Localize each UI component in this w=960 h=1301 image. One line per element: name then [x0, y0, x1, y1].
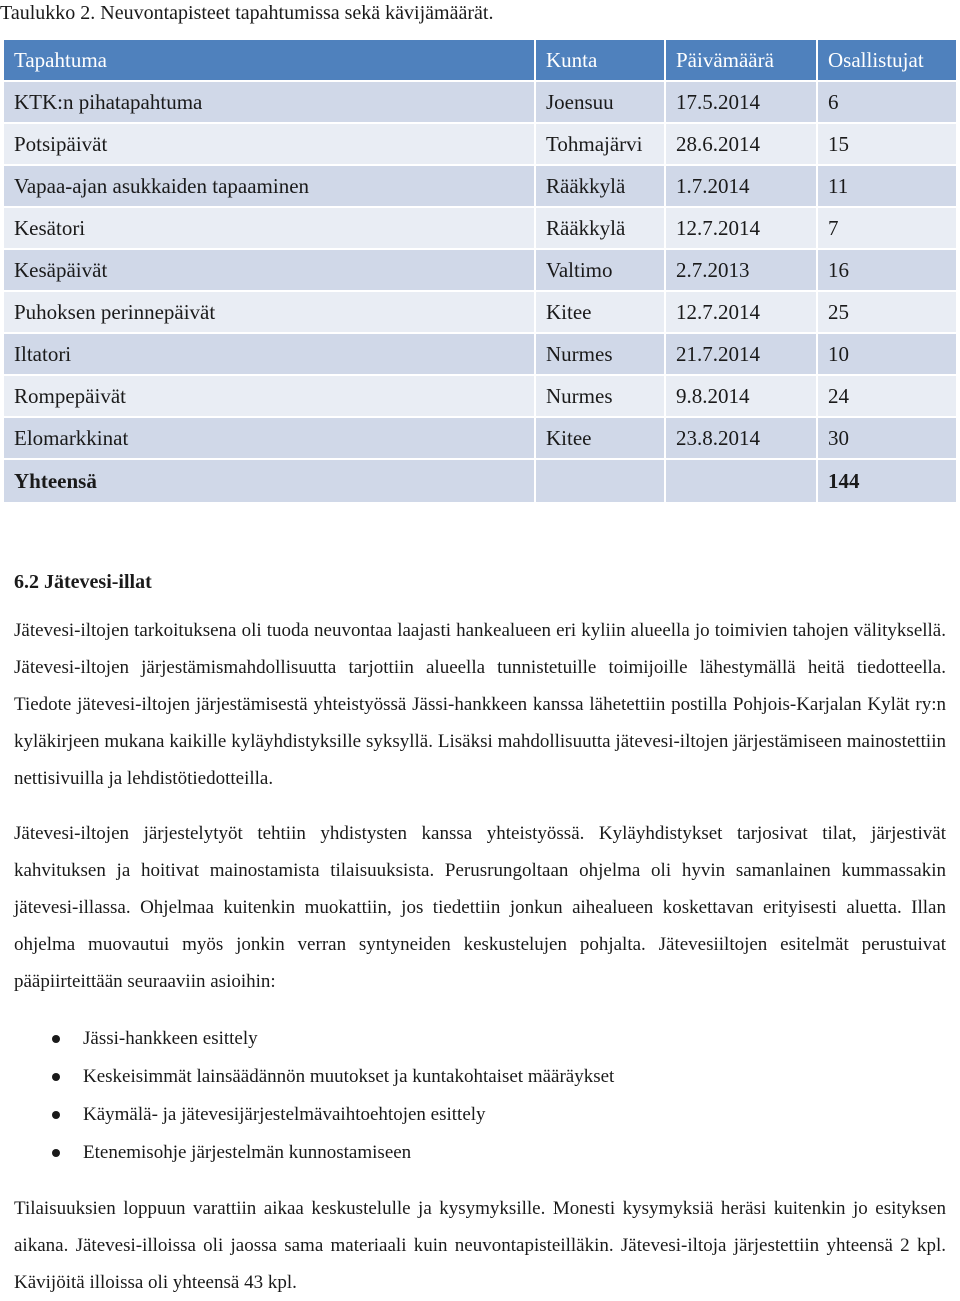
table-row [4, 417, 957, 459]
total-label: Yhteensä [4, 459, 535, 503]
table-caption: Taulukko 2. Neuvontapisteet tapahtumissa sekä kävijämäärät. [0, 2, 494, 24]
list-item [0, 1058, 614, 1096]
table-cell: Tohmajärvi [535, 123, 665, 165]
table-cell: 24 [817, 375, 957, 417]
table-cell: Iltatori [4, 333, 535, 375]
list-item-text: Keskeisimmät lainsäädännön muutokset ja kuntakohtaiset määräykset [83, 1066, 615, 1087]
table-cell: 15 [817, 123, 957, 165]
table-cell: Kitee [535, 417, 665, 459]
table-cell: Kesätori [4, 207, 535, 249]
table-row [4, 249, 957, 291]
table-row [4, 123, 957, 165]
table-cell: 2.7.2013 [665, 249, 817, 291]
list-item [0, 1134, 614, 1172]
bullet-icon [52, 1149, 60, 1157]
list-item [0, 1020, 614, 1058]
paragraph: Jätevesi-iltojen järjestelytyöt tehtiin yhdistysten kanssa yhteistyössä. Kyläyhdistykset tarjosivat tilat, järjestivät kahvituksen ja hoitivat mainostamista tilaisuuksista. Perusrungoltaan ohjelma oli hyvin samanlainen kummassakin jätevesi-illassa. Ohjelmaa kuitenkin muokattiin, jos tiedettiin jonkun aihealueen koskettavan erityisesti aluetta. Illan ohjelma muovautui myös jonkin verran syntyneiden keskustelujen pohjalta. Jätevesiiltojen esitelmät perustuivat pääpiirteittään seuraaviin asioihin: [14, 823, 946, 992]
table-header-row [4, 40, 957, 81]
table-cell: Kesäpäivät [4, 249, 535, 291]
table-cell: 12.7.2014 [665, 291, 817, 333]
bullet-icon [52, 1111, 60, 1119]
table-cell: Puhoksen perinnepäivät [4, 291, 535, 333]
paragraph: Tilaisuuksien loppuun varattiin aikaa keskustelulle ja kysymyksille. Monesti kysymyksiä heräsi kuitenkin jo esityksen aikana. Jätevesi-illoissa oli jaossa sama materiaali kuin neuvontapisteilläkin. Jätevesi-iltoja järjestettiin yhteensä 2 kpl. Kävijöitä illoissa oli yhteensä 43 kpl. [14, 1198, 946, 1293]
table-cell: 23.8.2014 [665, 417, 817, 459]
table-row [4, 81, 957, 123]
table-cell: 12.7.2014 [665, 207, 817, 249]
table-cell: 21.7.2014 [665, 333, 817, 375]
table-cell: 30 [817, 417, 957, 459]
table-total-row [4, 459, 957, 503]
table-row [4, 291, 957, 333]
table-cell: 1.7.2014 [665, 165, 817, 207]
table-cell: 17.5.2014 [665, 81, 817, 123]
table-cell: Potsipäivät [4, 123, 535, 165]
table-cell: 16 [817, 249, 957, 291]
table-cell: Kitee [535, 291, 665, 333]
table-cell [535, 459, 665, 503]
bullet-list [0, 1020, 614, 1172]
table-cell: Joensuu [535, 81, 665, 123]
table-cell: Nurmes [535, 375, 665, 417]
header-cell: Kunta [535, 40, 665, 81]
table-row [4, 165, 957, 207]
table-cell: Nurmes [535, 333, 665, 375]
header-cell: Osallistujat [817, 40, 957, 81]
table-cell: Rompepäivät [4, 375, 535, 417]
table-cell: 7 [817, 207, 957, 249]
list-item [0, 1096, 614, 1134]
table-row [4, 207, 957, 249]
table-cell: 9.8.2014 [665, 375, 817, 417]
table-cell: 25 [817, 291, 957, 333]
table-cell: 6 [817, 81, 957, 123]
table-cell: Valtimo [535, 249, 665, 291]
table-row [4, 375, 957, 417]
total-value: 144 [817, 459, 957, 503]
list-item-text: Käymälä- ja jätevesijärjestelmävaihtoehtojen esittely [83, 1104, 486, 1125]
events-table [4, 40, 958, 504]
list-item-text: Jässi-hankkeen esittely [83, 1028, 258, 1049]
table-cell: Rääkkylä [535, 207, 665, 249]
table-cell: 28.6.2014 [665, 123, 817, 165]
table-cell: Rääkkylä [535, 165, 665, 207]
table-cell: KTK:n pihatapahtuma [4, 81, 535, 123]
bullet-icon [52, 1073, 60, 1081]
table-cell: Vapaa-ajan asukkaiden tapaaminen [4, 165, 535, 207]
table-cell: 11 [817, 165, 957, 207]
table-row [4, 333, 957, 375]
section-heading: 6.2 Jätevesi-illat [14, 571, 152, 593]
header-cell: Tapahtuma [4, 40, 535, 81]
table-cell [665, 459, 817, 503]
paragraph: Jätevesi-iltojen tarkoituksena oli tuoda neuvontaa laajasti hankealueen eri kyliin alueella jo toimivien tahojen välityksellä. Jätevesi-iltojen järjestämismahdollisuutta tarjottiin alueella tunnistetuille toimijoille lähestymällä heitä tiedotteella. Tiedote jätevesi-iltojen järjestämisestä yhteistyössä Jässi-hankkeen kanssa lähetettiin postilla Pohjois-Karjalan Kylät ry:n kyläkirjeen mukana kaikille kyläyhdistyksille syksyllä. Lisäksi mahdollisuutta jätevesi-iltojen järjestämiseen mainostettiin nettisivuilla ja lehdistötiedotteilla. [14, 620, 946, 789]
bullet-icon [52, 1035, 60, 1043]
list-item-text: Etenemisohje järjestelmän kunnostamiseen [83, 1142, 412, 1163]
header-cell: Päivämäärä [665, 40, 817, 81]
table-cell: 10 [817, 333, 957, 375]
table-cell: Elomarkkinat [4, 417, 535, 459]
